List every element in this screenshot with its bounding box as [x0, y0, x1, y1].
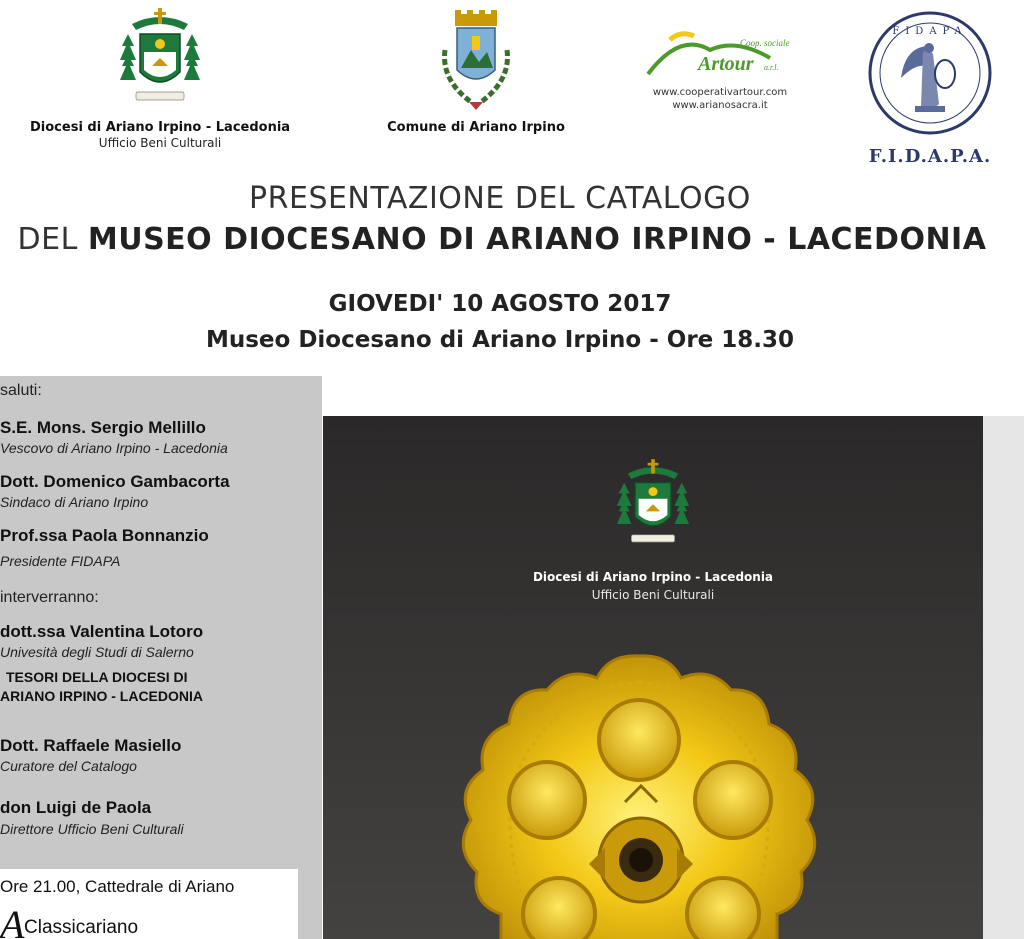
cover-subcaption: Ufficio Beni Culturali: [591, 588, 715, 602]
speaker-name: don Luigi de Paola: [0, 798, 152, 817]
diocesi-coat-of-arms-icon: [110, 6, 210, 114]
catalog-title-line-2: [0, 222, 1004, 257]
artour-url-1[interactable]: www.cooperativartour.com: [652, 87, 788, 98]
speaker-name: Prof.ssa Paola Bonnanzio: [0, 526, 209, 545]
speaker-role: Presidente FIDAPA: [0, 553, 121, 569]
speaker-name: dott.ssa Valentina Lotoro: [0, 622, 204, 641]
speaker-role: Sindaco di Ariano Irpino: [0, 494, 149, 510]
diocesi-caption: Diocesi di Ariano Irpino - Lacedonia: [30, 120, 291, 135]
catalog-cover: [323, 416, 983, 939]
artour-suffix: a.r.l.: [764, 63, 779, 72]
classicariano-letter: A: [0, 902, 25, 939]
concert-box: [0, 869, 298, 939]
museum-name: MUSEO DIOCESANO DI ARIANO IRPINO - LACEDONIA: [87, 222, 987, 257]
comune-caption: Comune di Ariano Irpino: [387, 120, 565, 135]
speaker-role: Direttore Ufficio Beni Culturali: [0, 821, 184, 837]
event-venue: Museo Diocesano di Ariano Irpino - Ore 18.30: [205, 327, 795, 353]
page-edge-strip: [983, 416, 1024, 939]
cover-coat-of-arms-icon: [608, 456, 698, 556]
title-prefix: DEL: [17, 222, 88, 257]
diocesi-logo: [30, 6, 290, 150]
diocesi-subcaption: Ufficio Beni Culturali: [98, 136, 222, 150]
classicariano-logo: [0, 902, 298, 939]
concert-time-place: Ore 21.00, Cattedrale di Ariano: [0, 877, 235, 896]
artour-logo: [632, 28, 808, 112]
fidapa-ring-text: FIDAPA: [892, 26, 968, 37]
artour-swoosh-icon: [640, 28, 800, 80]
interventi-label: interverranno:: [0, 589, 99, 606]
speaker-name: Dott. Raffaele Masiello: [0, 736, 182, 755]
catalog-title-line-1: PRESENTAZIONE DEL CATALOGO: [249, 181, 751, 216]
saluti-label: saluti:: [0, 382, 42, 399]
fidapa-logo: [862, 8, 998, 167]
program-panel: [0, 376, 322, 939]
talk-title-line-2: ARIANO IRPINO - LACEDONIA: [0, 688, 203, 704]
comune-coat-of-arms-icon: [431, 10, 521, 112]
artour-tagline: Coop. sociale: [740, 38, 790, 48]
artour-url-2[interactable]: www.arianosacra.it: [672, 100, 768, 111]
gold-reliquary-image: [429, 652, 849, 939]
speaker-name: S.E. Mons. Sergio Mellillo: [0, 418, 206, 437]
speaker-role: Curatore del Catalogo: [0, 758, 137, 774]
event-date: GIOVEDI' 10 AGOSTO 2017: [328, 291, 672, 317]
talk-title-line-1: TESORI DELLA DIOCESI DI: [6, 669, 188, 685]
artour-name: Artour: [698, 53, 754, 75]
speaker-role: Univesità degli Studi di Salerno: [0, 644, 194, 660]
comune-logo: [368, 10, 584, 135]
cover-caption: Diocesi di Ariano Irpino - Lacedonia: [532, 570, 774, 584]
classicariano-word: Classicariano: [24, 917, 139, 938]
fidapa-name: F.I.D.A.P.A.: [868, 146, 992, 167]
speaker-role: Vescovo di Ariano Irpino - Lacedonia: [0, 440, 228, 456]
fidapa-winged-victory-icon: [865, 8, 995, 138]
speaker-name: Dott. Domenico Gambacorta: [0, 472, 230, 491]
